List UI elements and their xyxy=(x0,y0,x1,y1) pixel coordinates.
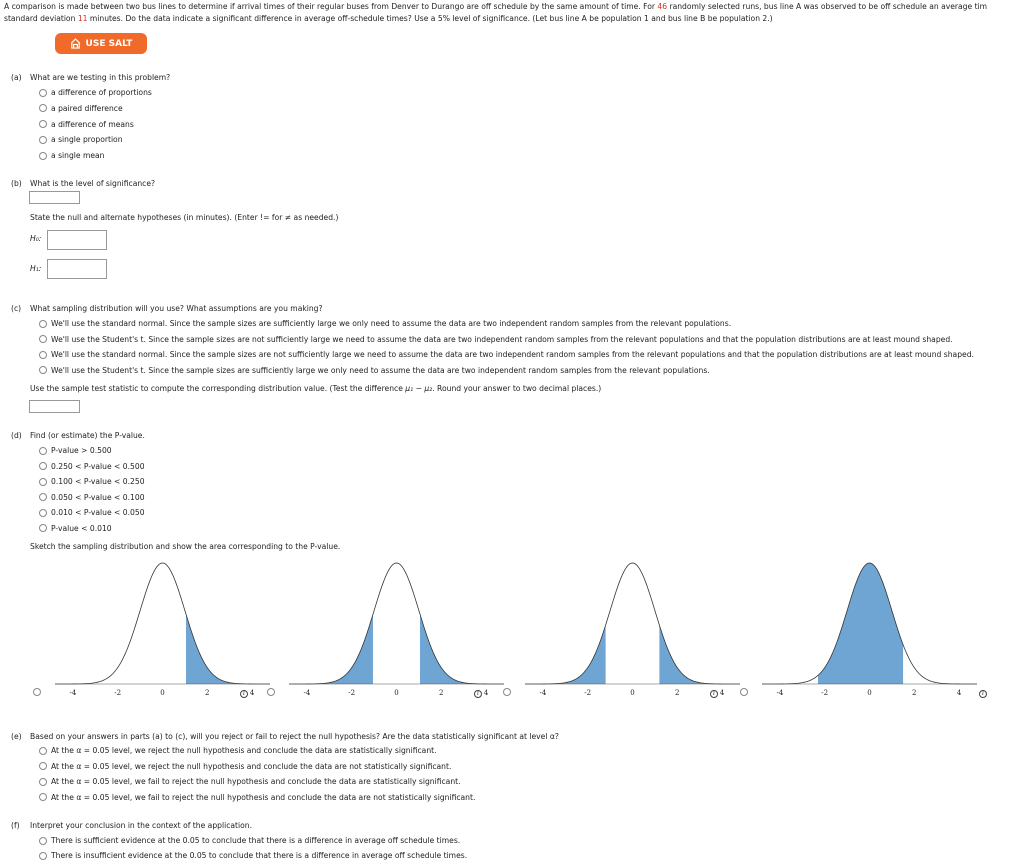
radio-button[interactable] xyxy=(39,762,47,770)
part-a-option[interactable] xyxy=(39,120,134,129)
part-e-label: (e) xyxy=(11,732,22,741)
part-e-option[interactable] xyxy=(39,777,461,786)
part-a-option[interactable] xyxy=(39,104,123,113)
part-f-option-label: There is sufficient evidence at the 0.05 to conclude that there is a difference in average off schedule times. xyxy=(51,836,461,845)
problem-statement xyxy=(4,1,1024,25)
part-a-option[interactable] xyxy=(39,151,105,160)
radio-button[interactable] xyxy=(39,852,47,860)
h0-input[interactable] xyxy=(47,230,107,250)
stat-instr-b: . Round your answer to two decimal places.) xyxy=(432,384,602,393)
normal-curve-graph[interactable] xyxy=(50,560,275,700)
part-a-option-label: a single proportion xyxy=(51,135,123,145)
part-d-option-label: 0.100 < P-value < 0.250 xyxy=(51,477,145,486)
radio-button[interactable] xyxy=(39,462,47,470)
part-f-option-label: There is insufficient evidence at the 0.05 to conclude that there is a difference in average off schedule times. xyxy=(51,851,468,860)
part-d-option-label: 0.010 < P-value < 0.050 xyxy=(51,508,145,517)
radio-button[interactable] xyxy=(39,478,47,486)
part-d-option-label: P-value > 0.500 xyxy=(51,446,112,455)
graph-select-radio[interactable] xyxy=(503,688,511,696)
part-c-option[interactable] xyxy=(39,335,953,344)
tick-label: 0 xyxy=(867,689,872,697)
part-a-option-label: a single mean xyxy=(51,151,105,161)
hypotheses-instruction: State the null and alternate hypotheses (in minutes). (Enter != for ≠ as needed.) xyxy=(30,213,339,222)
p-value-shaded-area xyxy=(818,563,903,684)
graph-select-radio[interactable] xyxy=(740,688,748,696)
test-statistic-instruction xyxy=(30,384,601,393)
part-f-option[interactable] xyxy=(39,836,460,845)
tick-label: -4 xyxy=(69,689,77,697)
part-e-option-label: At the α = 0.05 level, we fail to reject the null hypothesis and conclude the data are not statistically significant. xyxy=(51,792,476,802)
radio-button[interactable] xyxy=(39,136,47,144)
part-c-option-label: We'll use the Student's t. Since the sample sizes are sufficiently large we only need to assume the data are two independent random samples from the relevant populations. xyxy=(51,365,710,375)
part-c-option[interactable] xyxy=(39,350,974,359)
p-value-shaded-area xyxy=(420,614,504,684)
graph-select-radio[interactable] xyxy=(33,688,41,696)
sketch-instruction: Sketch the sampling distribution and show the area corresponding to the P-value. xyxy=(30,542,341,551)
tick-label: 2 xyxy=(675,689,680,697)
part-d-question: Find (or estimate) the P-value. xyxy=(30,431,145,440)
tick-label: 2 xyxy=(439,689,444,697)
sample-size-value: 46 xyxy=(657,2,668,11)
info-icon[interactable]: i xyxy=(710,690,718,698)
radio-button[interactable] xyxy=(39,747,47,755)
normal-curve-graph[interactable] xyxy=(284,560,509,700)
p-value-shaded-area xyxy=(289,614,373,684)
part-d-option-label: 0.250 < P-value < 0.500 xyxy=(51,461,145,471)
radio-button[interactable] xyxy=(39,104,47,112)
part-b-question: What is the level of significance? xyxy=(30,179,156,188)
part-f-option[interactable] xyxy=(39,851,467,860)
tick-label: -2 xyxy=(114,689,122,697)
part-d-option[interactable] xyxy=(39,493,145,502)
p-value-shaded-area xyxy=(659,625,740,684)
tick-label: 2 xyxy=(912,689,917,697)
tick-label: 2 xyxy=(205,689,210,697)
part-e-option-label: At the α = 0.05 level, we fail to reject the null hypothesis and conclude the data are statistically significant. xyxy=(51,777,461,786)
part-c-label: (c) xyxy=(11,304,22,313)
part-e-option[interactable] xyxy=(39,762,451,771)
info-icon[interactable]: i xyxy=(240,690,248,698)
test-statistic-input[interactable] xyxy=(29,400,80,413)
stat-instr-a: Use the sample test statistic to compute the corresponding distribution value. (Test the difference xyxy=(30,384,406,393)
part-d-option[interactable] xyxy=(39,524,112,533)
info-icon[interactable]: i xyxy=(474,690,482,698)
use-salt-label: USE SALT xyxy=(85,38,133,49)
part-c-option[interactable] xyxy=(39,319,731,328)
part-f-question: Interpret your conclusion in the context of the application. xyxy=(30,821,252,830)
normal-curve-graph[interactable] xyxy=(757,560,982,700)
radio-button[interactable] xyxy=(39,320,47,328)
intro-text-2: randomly selected runs, bus line A was observed to be off schedule an average tim xyxy=(667,2,988,11)
part-a-option-label: a paired difference xyxy=(51,103,123,113)
tick-label: -2 xyxy=(584,689,592,697)
part-c-option-label: We'll use the standard normal. Since the sample sizes are sufficiently large we only need to assume the data are two independent random samples from the relevant populations. xyxy=(51,319,732,328)
part-a-question: What are we testing in this problem? xyxy=(30,73,171,82)
radio-button[interactable] xyxy=(39,837,47,845)
normal-curve-line xyxy=(55,563,270,684)
radio-button[interactable] xyxy=(39,351,47,359)
part-f-label: (f) xyxy=(11,821,20,830)
radio-button[interactable] xyxy=(39,447,47,455)
radio-button[interactable] xyxy=(39,509,47,517)
part-e-option[interactable] xyxy=(39,793,475,802)
part-a-option-label: a difference of proportions xyxy=(51,88,152,97)
part-a-option[interactable] xyxy=(39,88,152,97)
part-c-question: What sampling distribution will you use? What assumptions are you making? xyxy=(30,304,323,313)
tick-label: 0 xyxy=(394,689,399,697)
part-d-option[interactable] xyxy=(39,446,112,455)
intro-text-3: standard deviation xyxy=(4,14,78,23)
h1-input[interactable] xyxy=(47,259,107,279)
part-d-option[interactable] xyxy=(39,462,145,471)
tick-label: 0 xyxy=(160,689,165,697)
part-a-option-label: a difference of means xyxy=(51,119,134,129)
part-c-option-label: We'll use the standard normal. Since the sample sizes are not sufficiently large we need to assume the data are two independent random samples from the relevant populations and that the population distributions are at least mound shaped. xyxy=(51,350,974,359)
salt-icon xyxy=(70,38,81,49)
radio-button[interactable] xyxy=(39,120,47,128)
p-value-shaded-area xyxy=(186,614,270,684)
tick-label: 4 xyxy=(719,689,725,697)
radio-button[interactable] xyxy=(39,152,47,160)
tick-label: -4 xyxy=(776,689,784,697)
part-e-option[interactable] xyxy=(39,746,437,755)
std-dev-value: 11 xyxy=(77,14,88,23)
part-e-option-label: At the α = 0.05 level, we reject the null hypothesis and conclude the data are statistically significant. xyxy=(51,746,437,755)
graph-select-radio[interactable] xyxy=(267,688,275,696)
intro-text-4: minutes. Do the data indicate a significant difference in average off-schedule times? Use a 5% level of significance. (Let bus line A be population 1 and bus line B be population 2.) xyxy=(87,14,773,23)
part-e-question: Based on your answers in parts (a) to (c), will you reject or fail to reject the null hypothesis? Are the data statistically significant at level α? xyxy=(30,732,559,741)
h0-label: H₀: xyxy=(30,234,42,243)
tick-label: 4 xyxy=(249,689,255,697)
p-value-shaded-area xyxy=(525,625,606,684)
normal-curve-line xyxy=(289,563,504,684)
use-salt-button[interactable] xyxy=(55,33,147,54)
radio-button[interactable] xyxy=(39,493,47,501)
tick-label: -4 xyxy=(539,689,547,697)
info-icon[interactable]: i xyxy=(979,690,987,698)
radio-button[interactable] xyxy=(39,335,47,343)
tick-label: 0 xyxy=(630,689,635,697)
part-d-label: (d) xyxy=(11,431,22,440)
intro-text-1: A comparison is made between two bus lines to determine if arrival times of their regular buses from Denver to Durango are off schedule by the same amount of time. For xyxy=(4,2,658,11)
normal-curve-graph[interactable] xyxy=(520,560,745,700)
radio-button[interactable] xyxy=(39,524,47,532)
tick-label: -4 xyxy=(303,689,311,697)
part-d-option-label: 0.050 < P-value < 0.100 xyxy=(51,492,145,502)
tick-label: 4 xyxy=(956,689,962,697)
tick-label: -2 xyxy=(821,689,829,697)
significance-level-input[interactable] xyxy=(29,191,80,204)
stat-instr-mu: μ₁ − μ₂ xyxy=(405,384,433,393)
part-c-option[interactable] xyxy=(39,366,710,375)
part-a-label: (a) xyxy=(11,73,22,82)
part-a-option[interactable] xyxy=(39,135,123,144)
part-d-option[interactable] xyxy=(39,508,145,517)
h1-label: H₁: xyxy=(30,264,42,273)
radio-button[interactable] xyxy=(39,778,47,786)
part-d-option-label: P-value < 0.010 xyxy=(51,523,112,533)
part-b-label: (b) xyxy=(11,179,22,188)
tick-label: -2 xyxy=(348,689,356,697)
tick-label: 4 xyxy=(483,689,489,697)
radio-button[interactable] xyxy=(39,89,47,97)
radio-button[interactable] xyxy=(39,366,47,374)
part-d-option[interactable] xyxy=(39,477,145,486)
part-c-option-label: We'll use the Student's t. Since the sample sizes are not sufficiently large we need to assume the data are two independent random samples from the relevant populations and that the population distributions are at least mound shaped. xyxy=(51,334,953,344)
part-e-option-label: At the α = 0.05 level, we reject the null hypothesis and conclude the data are not statistically significant. xyxy=(51,761,452,771)
normal-curve-line xyxy=(525,563,740,684)
radio-button[interactable] xyxy=(39,793,47,801)
